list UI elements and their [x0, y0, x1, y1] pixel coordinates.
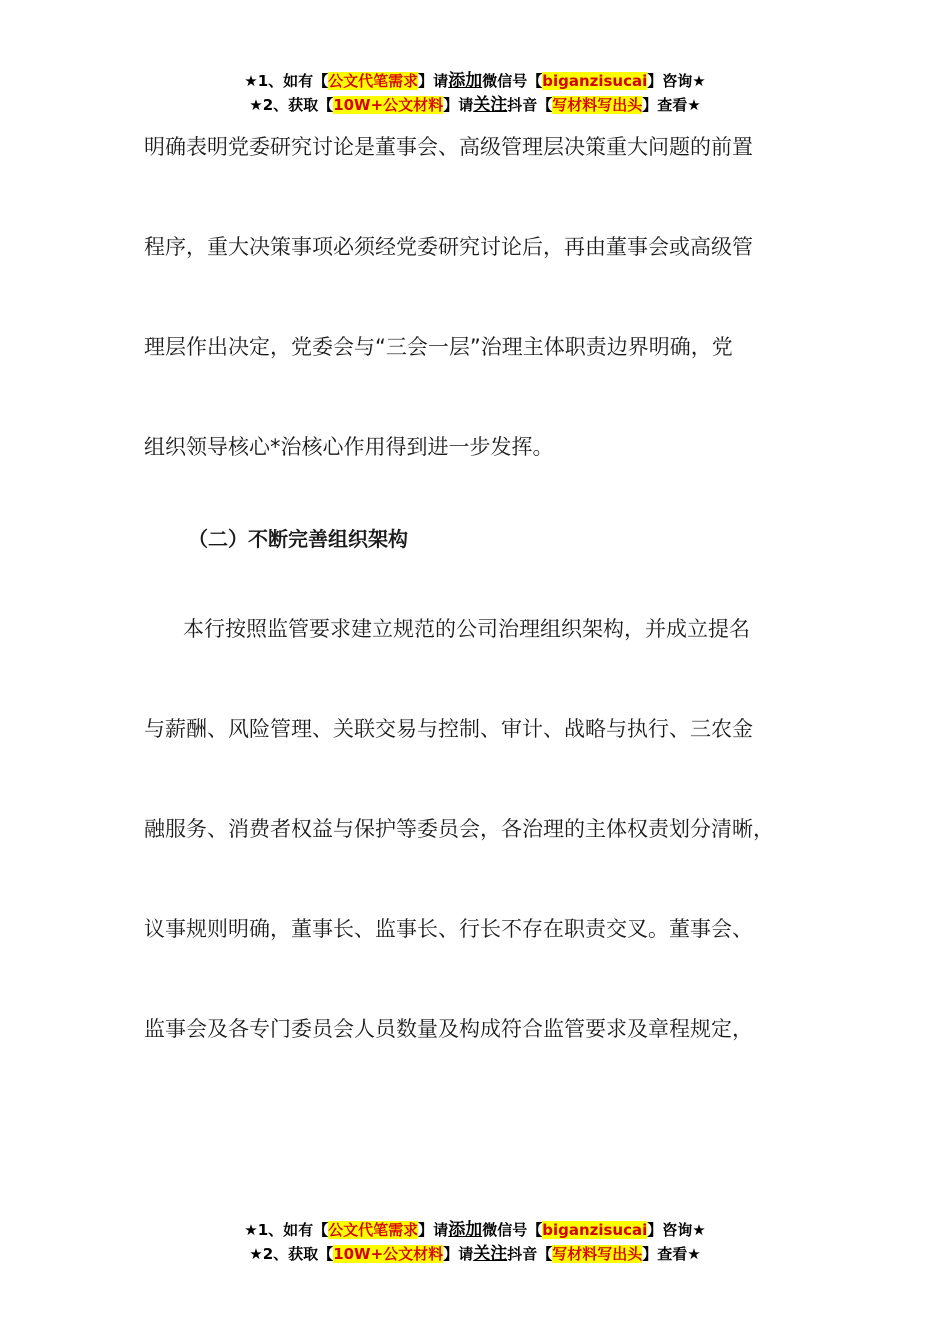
banner-emphasis: 关注: [473, 1244, 508, 1264]
banner-line-1: [0, 1218, 950, 1242]
banner-line-2: [0, 1242, 950, 1266]
banner-line-1: [0, 69, 950, 93]
banner-text: ★2、获取【: [249, 1245, 334, 1263]
banner-text: 】咨询★: [647, 72, 706, 90]
footer-banner: [0, 1218, 950, 1266]
banner-text: 】咨询★: [647, 1221, 706, 1239]
banner-text: ★1、如有【: [244, 1221, 329, 1239]
highlight-materials: 10W+公文材料: [333, 96, 444, 114]
body-text-line: 本行按照监管要求建立规范的公司治理组织架构，并成立提名: [183, 617, 750, 641]
banner-text: 】查看★: [642, 96, 701, 114]
banner-emphasis: 添加: [448, 71, 483, 91]
body-text-line: 理层作出决定，党委会与“三会一层”治理主体职责边界明确，党: [144, 335, 733, 359]
highlight-wechat-id: biganzisucai: [542, 1221, 648, 1239]
body-text-line: 监事会及各专门委员会人员数量及构成符合监管要求及章程规定，: [144, 1017, 753, 1041]
banner-text: 】请: [418, 1221, 449, 1239]
banner-text: 】请: [443, 1245, 474, 1263]
banner-text: ★2、获取【: [249, 96, 334, 114]
highlight-douyin-account: 写材料写出头: [552, 1245, 643, 1263]
banner-emphasis: 关注: [473, 95, 508, 115]
banner-line-2: [0, 93, 950, 117]
highlight-writing-service: 公文代笔需求: [328, 72, 419, 90]
body-text-line: 融服务、消费者权益与保护等委员会，各治理的主体权责划分清晰，: [144, 817, 774, 841]
body-text-line: 程序，重大决策事项必须经党委研究讨论后，再由董事会或高级管: [144, 235, 753, 259]
banner-text: ★1、如有【: [244, 72, 329, 90]
banner-text: 微信号【: [482, 72, 543, 90]
body-text-line: 与薪酬、风险管理、关联交易与控制、审计、战略与执行、三农金: [144, 717, 753, 741]
banner-text: 】查看★: [642, 1245, 701, 1263]
header-banner: [0, 69, 950, 117]
section-heading: （二）不断完善组织架构: [188, 527, 408, 551]
highlight-wechat-id: biganzisucai: [542, 72, 648, 90]
banner-text: 抖音【: [507, 96, 553, 114]
banner-text: 微信号【: [482, 1221, 543, 1239]
banner-emphasis: 添加: [448, 1220, 483, 1240]
banner-text: 】请: [418, 72, 449, 90]
highlight-douyin-account: 写材料写出头: [552, 96, 643, 114]
banner-text: 】请: [443, 96, 474, 114]
highlight-materials: 10W+公文材料: [333, 1245, 444, 1263]
body-text-line: 明确表明党委研究讨论是董事会、高级管理层决策重大问题的前置: [144, 135, 753, 159]
banner-text: 抖音【: [507, 1245, 553, 1263]
body-text-line: 组织领导核心*治核心作用得到进一步发挥。: [144, 435, 554, 459]
body-text-line: 议事规则明确，董事长、监事长、行长不存在职责交叉。董事会、: [144, 917, 753, 941]
highlight-writing-service: 公文代笔需求: [328, 1221, 419, 1239]
